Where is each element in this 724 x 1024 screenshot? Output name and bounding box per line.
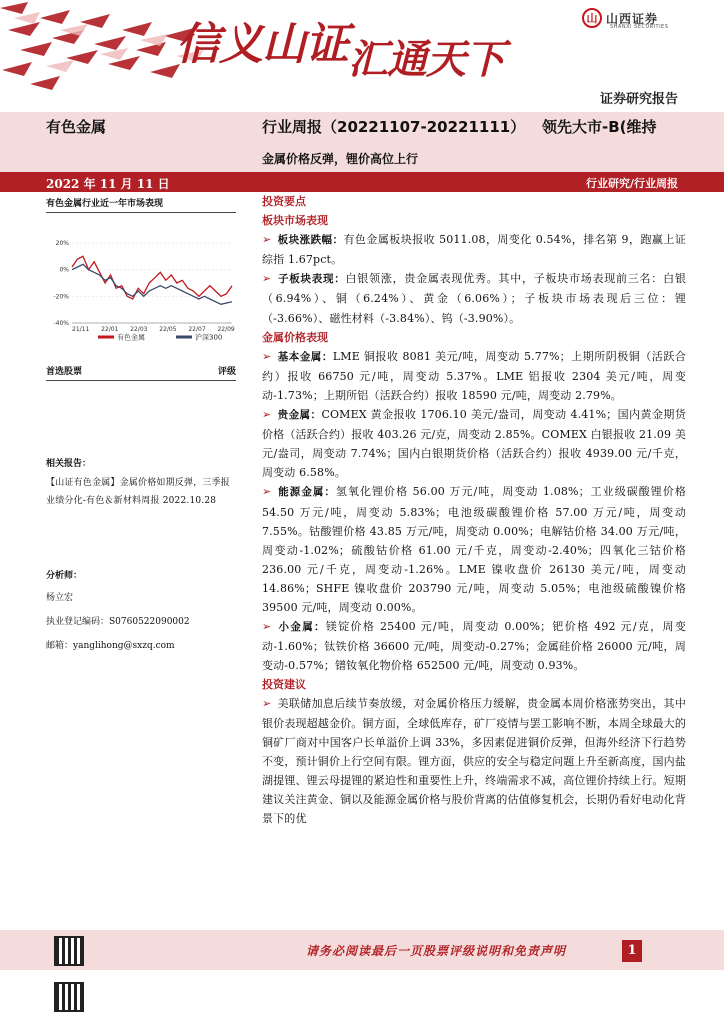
para-label: 子板块表现： (277, 273, 346, 286)
slogan-part1: 信义山证 (176, 19, 348, 70)
chart-title: 有色金属行业近一年市场表现 (46, 196, 236, 213)
para-text: 美联储加息后续节奏放缓，对金属价格压力缓解，贵金属本周价格涨势突出，其中银价表现超越金价。铜方面，全球低库存，矿厂疫情与罢工影响不断，本周全球最大的铜矿厂商对中国客户长单溢价上调 33%，多因素促进铜价反弹，但海外经济下行趋势不变，预计铜价上行空间有限。锂方面，供应的安全与稳定问题上升至新高度，国内盐湖提锂、锂云母提锂的紧迫性和重要性上升，终端需求不减，高位锂价持续上行。短期建议关注黄金、铜以及能源金属价格与股价背离的估值修复机会，长期仍看好电动化背景下的优 (262, 697, 686, 825)
logo-text-cn: 山西证券 (606, 11, 659, 26)
right-column (262, 192, 686, 828)
para-text: 镁锭价格 25400 元/吨，周变动 0.00%；钯价格 492 元/克，周变动-1.60%；钛铁价格 36600 元/吨，周变动-0.27%；金属硅价格 26000 元/吨，周变动-0.57%；镨钕氧化物价格 652500 元/吨，周变动 0.93%。 (262, 620, 686, 673)
disclaimer[interactable]: 请务必阅读最后一页股票评级说明和免责声明 (306, 944, 567, 958)
arrow-icon: ➢ (262, 233, 272, 247)
footer (0, 930, 724, 1024)
x-tick-label: 22/05 (159, 326, 177, 333)
para-label: 贵金属： (277, 409, 322, 422)
header (0, 0, 724, 112)
x-tick-label: 21/11 (72, 326, 90, 333)
arrow-icon: ➢ (262, 485, 272, 499)
report-date: 2022 年 11 月 11 日 (46, 177, 170, 191)
para-advice (262, 694, 686, 828)
analyst-email[interactable]: 邮箱：yanglihong@sxzq.com (46, 641, 175, 651)
company-logo (582, 8, 669, 30)
x-tick-label: 22/01 (101, 326, 119, 333)
series-line-0 (72, 256, 232, 299)
y-tick-label: 20% (55, 240, 69, 247)
para-text: 白银领涨，贵金属表现优秀。其中，子板块市场表现前三名：白银（6.94%）、铜（6.24%）、黄金（6.06%）；子板块市场表现后三位：锂（-3.66%）、磁性材料（-3.84%）、钨（-3.90%）。 (262, 272, 686, 325)
para-label: 板块涨跌幅： (277, 234, 344, 247)
arrow-icon: ➢ (262, 697, 272, 711)
pick-label: 首选股票 (46, 367, 83, 377)
analyst-license: 执业登记编码：S0760522090002 (46, 617, 190, 627)
chart-svg (46, 217, 236, 367)
para-energy-metals (262, 482, 686, 617)
left-column (46, 196, 236, 367)
para-label: 小金属： (277, 621, 326, 634)
report-tag: 行业研究/行业周报 (585, 177, 678, 190)
para-base-metals (262, 347, 686, 405)
legend-label: 沪深300 (195, 333, 223, 342)
y-tick-label: 0% (59, 266, 69, 274)
arrow-icon: ➢ (262, 408, 272, 422)
analyst-title: 分析师： (46, 571, 83, 581)
qr-code-icon (54, 936, 84, 966)
report-type: 证券研究报告 (599, 92, 678, 107)
market-chart (46, 217, 236, 367)
para-minor-metals (262, 617, 686, 675)
para-text: 有色金属板块报收 5011.08，周变化 0.54%，排名第 9，跑赢上证综指 1.67pct。 (262, 233, 686, 267)
series-line-1 (72, 264, 232, 304)
pick-row (46, 364, 236, 381)
para-precious-metals (262, 405, 686, 482)
logo-text-en: SHANXI SECURITIES (610, 24, 669, 30)
x-tick-label: 22/03 (130, 326, 148, 333)
arrow-icon: ➢ (262, 349, 272, 363)
heading-price: 金属价格表现 (262, 330, 328, 344)
sector-name: 有色金属 (46, 118, 107, 136)
y-tick-label: -40% (53, 320, 69, 327)
heading-highlights: 投资要点 (262, 195, 306, 208)
y-tick-label: -20% (53, 293, 69, 301)
arrow-icon: ➢ (262, 620, 272, 634)
heading-advice: 投资建议 (262, 678, 306, 692)
page-number: 1 (622, 940, 642, 962)
para-sector-change (262, 230, 686, 269)
heading-market: 板块市场表现 (262, 214, 328, 228)
report-title: 行业周报（20221107-20221111） (262, 118, 526, 136)
date-bar (0, 172, 724, 192)
slogan-part2: 汇通天下 (348, 36, 504, 83)
related-report[interactable]: 【山证有色金属】金属价格如期反弹，三季报业绩分化-有色＆新材料周报 2022.10.28 (46, 478, 231, 506)
para-label: 基本金属： (277, 350, 333, 363)
para-text: 氢氧化锂价格 56.00 万元/吨，周变动 1.08%；工业级碳酸锂价格 54.50 万元/吨，周变动 5.83%；电池级碳酸锂价格 57.00 万元/吨，周变动 7.55%。钴酸锂价格 43.85 万元/吨，周变动 0.00%；电解钴价格 34.00 万元/吨，周变动-1.02%；硫酸钴价格 61.00 元/千克，周变动-2.40%；四氧化三钴价格 236.00 元/千克，周变动-1.26%。LME 镍收盘价 26130 美元/吨，周变动 14.86%；SHFE 镍收盘价 203790 元/吨，周变动 5.05%；电池级硫酸镍价格 39500 元/吨，周变动 0.00%。 (262, 485, 687, 614)
para-text: LME 铜报收 8081 美元/吨，周变动 5.77%；上期所阴极铜（活跃合约）报收 66750 元/吨，周变动 5.37%。LME 铝报收 2304 美元/吨，周变动-1.73%；上期所铝（活跃合约）报收 18590 元/吨，周变动 2.79%。 (262, 349, 686, 402)
rating-label: 评级 (217, 367, 236, 377)
rating: 领先大市-B(维持 (542, 118, 657, 136)
x-tick-label: 22/09 (217, 326, 235, 333)
x-tick-label: 22/07 (188, 326, 206, 333)
para-label: 能源金属： (277, 486, 336, 499)
qr-code-icon (54, 982, 84, 1012)
analyst-name: 杨立宏 (46, 593, 74, 603)
arrow-icon: ➢ (262, 272, 272, 286)
slogan (176, 8, 504, 83)
related-title: 相关报告： (46, 459, 92, 469)
legend-label: 有色金属 (117, 333, 145, 342)
title-band (0, 112, 724, 172)
report-subtitle: 金属价格反弹，锂价高位上行 (262, 152, 419, 166)
para-subsector (262, 269, 686, 327)
logo-mark-icon: 山 (582, 8, 602, 28)
para-text: COMEX 黄金报收 1706.10 美元/盎司，周变动 4.41%；国内黄金期货价格（活跃合约）报收 403.26 元/克，周变动 2.85%。COMEX 白银报收 21.09 美元/盎司，周变动 7.74%；国内白银期货价格（活跃合约）报收 4939.00 元/千克，周变动 6.58%。 (262, 408, 686, 480)
